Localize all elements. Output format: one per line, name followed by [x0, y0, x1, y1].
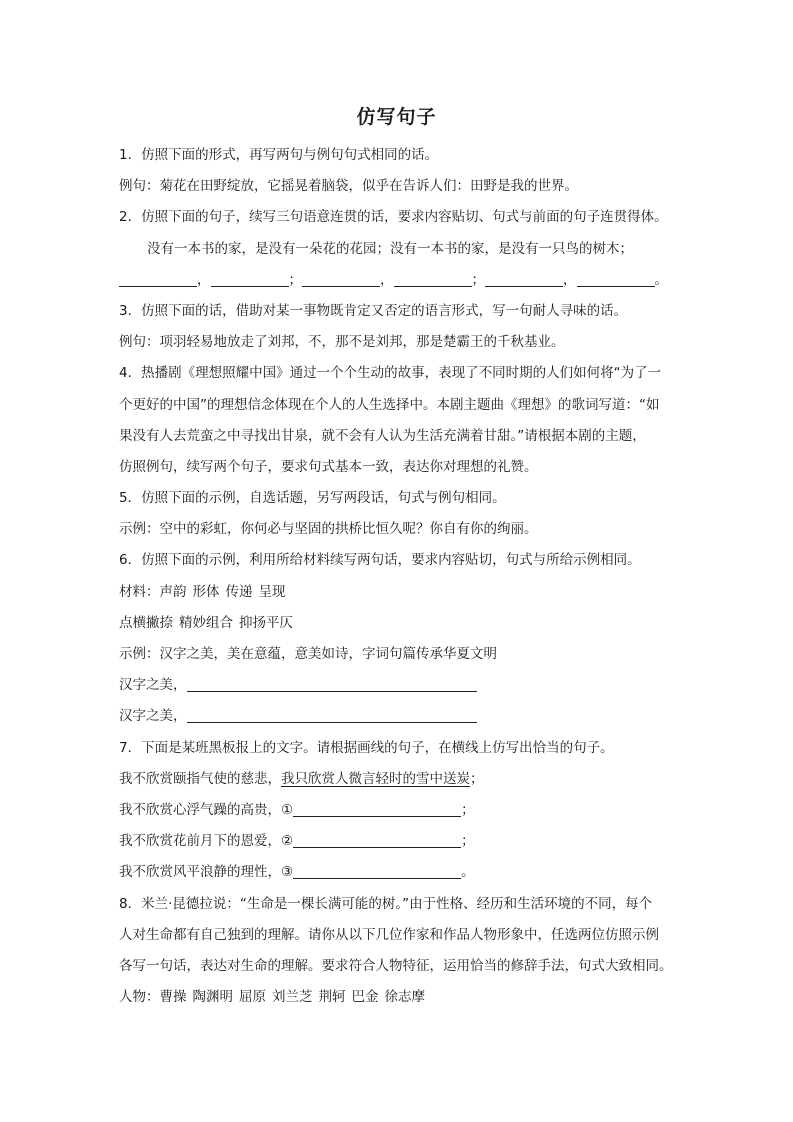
question-8-line: 人对生命都有自己独到的理解。请你从以下几位作家和作品人物形象中，任选两位仿照示例	[119, 926, 659, 943]
question-7-item: 我不欣赏花前月下的恩爱，② ；	[119, 833, 475, 850]
question-8-people: 人物：曹操 陶渊明 屈原 刘兰芝 荆轲 巴金 徐志摩	[119, 989, 425, 1006]
question-7-item: 我不欣赏心浮气躁的高贵，① ；	[119, 801, 475, 818]
answer-blank[interactable]	[293, 863, 461, 879]
question-2-answer-blanks: ， ； ， ； ， 。	[119, 265, 679, 296]
question-1-example: 例句：菊花在田野绽放，它摇晃着脑袋，似乎在告诉人们：田野是我的世界。	[119, 178, 578, 195]
question-7-model-sentence: 我不欣赏颐指气使的慈悲，我只欣赏人微言轻时的雪中送炭；	[119, 770, 484, 787]
question-6-materials: 材料：声韵 形体 传递 呈现	[119, 583, 286, 600]
answer-blank[interactable]	[485, 271, 563, 287]
question-3: 3．仿照下面的话，借助对某一事物既肯定又否定的语言形式，写一句耐人寻味的话。	[119, 302, 628, 319]
question-7-item: 我不欣赏风平浪静的理性，③ 。	[119, 864, 475, 881]
answer-blank[interactable]	[187, 707, 477, 723]
question-list	[119, 140, 679, 1013]
question-4-line: 仿照例句，续写两个句子，要求句式基本一致，表达你对理想的礼赞。	[119, 458, 538, 475]
question-6: 6．仿照下面的示例，利用所给材料续写两句话，要求内容贴切，句式与所给示例相同。	[119, 552, 641, 569]
question-7: 7．下面是某班黑板报上的文字。请根据画线的句子，在横线上仿写出恰当的句子。	[119, 739, 614, 756]
question-4-line: 4．热播剧《理想照耀中国》通过一个个生动的故事，表现了不同时期的人们如何将“为了一	[119, 365, 662, 382]
question-5: 5．仿照下面的示例，自选话题，另写两段话，句式与例句相同。	[119, 490, 506, 507]
question-5-example: 示例：空中的彩虹，你何必与坚固的拱桥比恒久呢？你自有你的绚丽。	[119, 521, 538, 538]
answer-blank[interactable]	[211, 271, 289, 287]
question-3-example: 例句：项羽轻易地放走了刘邦，不，那不是刘邦，那是楚霸王的千秋基业。	[119, 334, 565, 351]
answer-blank[interactable]	[293, 801, 461, 817]
question-6-answer-2: 汉字之美，	[119, 701, 679, 732]
question-2: 2．仿照下面的句子，续写三句语意连贯的话，要求内容贴切、句式与前面的句子连贯得体。	[119, 209, 668, 226]
answer-blank[interactable]	[302, 271, 380, 287]
answer-blank[interactable]	[187, 676, 477, 692]
question-6-example: 示例：汉字之美，美在意蕴，意美如诗，字词句篇传承华夏文明	[119, 646, 497, 662]
question-4-line: 果没有人去荒蛮之中寻找出甘泉，就不会有人认为生活充满着甘甜。”请根据本剧的主题，	[119, 427, 646, 444]
question-6-answer-1: 汉字之美，	[119, 670, 679, 701]
question-2-sentence: 没有一本书的家，是没有一朵花的花园；没有一本书的家，是没有一只鸟的树木；	[147, 240, 633, 257]
answer-blank[interactable]	[394, 271, 472, 287]
question-8-line: 8．米兰·昆德拉说：“生命是一棵长满可能的树。”由于性格、经历和生活环境的不同，每个	[119, 895, 653, 912]
page-title: 仿写句子	[356, 106, 437, 128]
question-4-line: 个更好的中国”的理想信念体现在个人的人生选择中。本剧主题曲《理想》的歌词写道：“如	[119, 396, 660, 413]
answer-blank[interactable]	[119, 271, 197, 287]
question-1: 1．仿照下面的形式，再写两句与例句句式相同的话。	[119, 147, 439, 163]
question-6-materials-2: 点横撇捺 精妙组合 抑扬平仄	[119, 614, 293, 631]
underlined-sentence: 我只欣赏人微言轻时的雪中送炭	[281, 770, 470, 787]
answer-blank[interactable]	[577, 271, 655, 287]
answer-blank[interactable]	[293, 832, 461, 848]
question-8-line: 各写一句话，表达对生命的理解。要求符合人物特征，运用恰当的修辞手法，句式大致相同。	[119, 957, 673, 974]
